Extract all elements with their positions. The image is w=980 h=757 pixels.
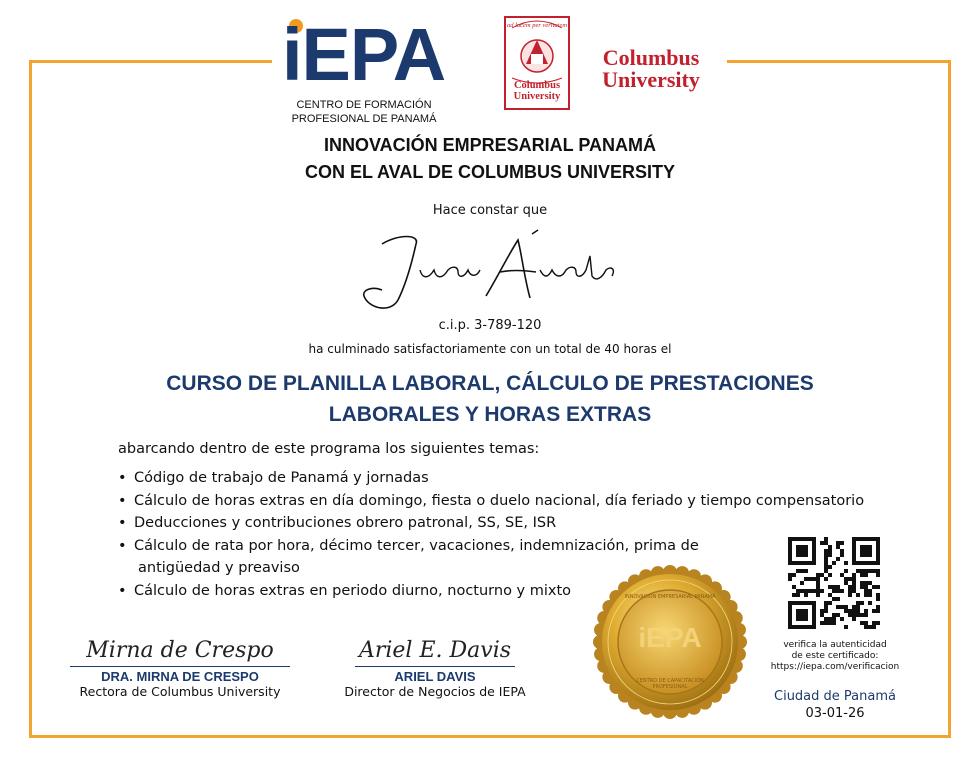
issue-date: 03-01-26 [805,706,865,721]
issue-city: Ciudad de Panamá [774,689,896,704]
list-item: • Cálculo de rata por hora, décimo tercer, vacaciones, indemnización, prima de antigüedad y preaviso [118,537,699,576]
signatory-role-rector: Rectora de Columbus University [79,684,281,699]
gold-seal [590,562,750,722]
crest-text: Columbus University [513,80,561,102]
crest-motto: ad lucem per veritatem [506,22,568,29]
verification-link[interactable]: https://iepa.com/verificacion [770,662,900,672]
list-item: • Deducciones y contribuciones obrero patronal, SS, SE, ISR [118,515,557,531]
university-wordmark: Columbus University [602,45,700,92]
verification-note: verifica la autenticidad de este certificado: https://iepa.com/verificacion [760,640,910,673]
recipient-id: c.i.p. 3-789-120 [438,318,542,333]
list-item-continuation: antigüedad y preaviso [138,560,300,576]
iepa-logo [282,13,446,125]
signatory-name-rector: DRA. MIRNA DE CRESPO [101,669,259,684]
signature-director: Ariel E. Davis [358,638,512,663]
signatory-role-director: Director de Negocios de IEPA [344,684,526,699]
recipient-name-signature [350,226,630,312]
columbus-crest-seal [504,16,570,110]
qr-code [788,537,880,629]
signature-block-rector [60,638,300,699]
list-item: • Cálculo de horas extras en periodo diurno, nocturno y mixto [118,582,572,599]
recipient-name-text [350,226,351,227]
signature-line [70,666,290,667]
topics-intro: abarcando dentro de este programa los siguientes temas: [118,441,540,457]
signature-rector: Mirna de Crespo [86,638,274,663]
list-item: • Cálculo de horas extras en día domingo, fiesta o duelo nacional, día feriado y tiempo compensatorio [118,492,865,509]
signature-line [355,666,515,667]
seal-center-text: iEPA [638,622,702,653]
list-item: • Código de trabajo de Panamá y jornadas [118,470,429,486]
iepa-logo-text: iEPA [282,13,446,96]
signatory-name-director: ARIEL DAVIS [394,669,476,684]
certifies-intro: Hace constar que [432,203,548,218]
course-title: CURSO DE PLANILLA LABORAL, CÁLCULO DE PRESTACIONES LABORALES Y HORAS EXTRAS [166,372,814,426]
iepa-logo-subtitle: CENTRO DE FORMACIÓN PROFESIONAL DE PANAMÁ [291,99,437,125]
completion-statement: ha culminado satisfactoriamente con un total de 40 horas el [308,342,672,356]
signature-block-director [315,638,555,699]
seal-top-arc-text: INNOVACIÓN EMPRESARIAL PANAMÁ [624,594,716,600]
seal-bottom-arc-text: CENTRO DE CAPACITACIÓN PROFESIONAL [636,678,704,690]
certificate-title: INNOVACIÓN EMPRESARIAL PANAMÁ CON EL AVAL DE COLUMBUS UNIVERSITY [304,135,676,182]
qr-code-icon [788,537,880,629]
